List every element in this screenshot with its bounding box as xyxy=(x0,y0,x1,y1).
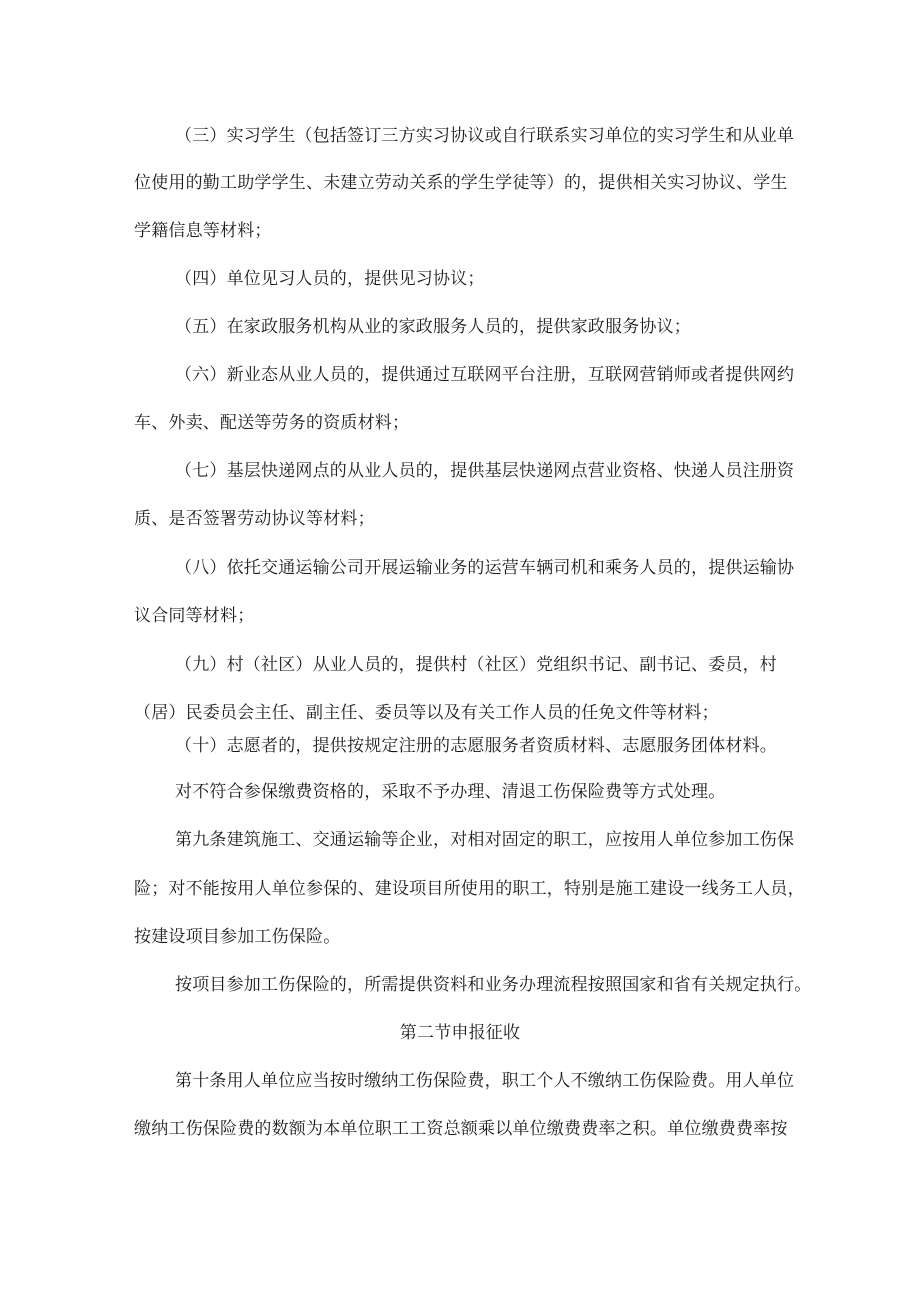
text-line: 质、是否签署劳动协议等材料； xyxy=(134,509,375,529)
text-line: （六）新业态从业人员的，提供通过互联网平台注册，互联网营销师或者提供网约 xyxy=(175,365,795,385)
text-line: （三）实习学生（包括签订三方实习协议或自行联系实习单位的实习学生和从业单 xyxy=(175,126,795,146)
text-line: 第九条建筑施工、交通运输等企业，对相对固定的职工，应按用人单位参加工伤保 xyxy=(175,830,795,850)
text-line: 车、外卖、配送等劳务的资质材料； xyxy=(134,413,410,433)
text-line: 险；对不能按用人单位参保的、建设项目所使用的职工，特别是施工建设一线务工人员， xyxy=(134,879,805,899)
text-line: （五）在家政服务机构从业的家政服务人员的，提供家政服务协议； xyxy=(175,317,691,337)
text-line: 议合同等材料； xyxy=(134,606,255,626)
text-line: （十）志愿者的，提供按规定注册的志愿服务者资质材料、志愿服务团体材料。 xyxy=(175,736,777,756)
text-line: 第十条用人单位应当按时缴纳工伤保险费，职工个人不缴纳工伤保险费。用人单位 xyxy=(175,1071,795,1091)
section-heading: 第二节申报征收 xyxy=(399,1023,521,1043)
text-line: 缴纳工伤保险费的数额为本单位职工工资总额乘以单位缴费费率之积。单位缴费费率按 xyxy=(134,1119,788,1139)
text-line: （九）村（社区）从业人员的，提供村（社区）党组织书记、副书记、委员，村 xyxy=(175,655,777,675)
text-line: 位使用的勤工助学学生、未建立劳动关系的学生学徒等）的，提供相关实习协议、学生 xyxy=(134,173,788,193)
text-line: 学籍信息等材料； xyxy=(134,221,272,241)
text-line: （七）基层快递网点的从业人员的，提供基层快递网点营业资格、快递人员注册资 xyxy=(175,461,795,481)
text-line: （四）单位见习人员的，提供见习协议； xyxy=(175,269,485,289)
text-line: 对不符合参保缴费资格的，采取不予办理、清退工伤保险费等方式处理。 xyxy=(175,782,726,802)
text-line: （居）民委员会主任、副主任、委员等以及有关工作人员的任免文件等材料； xyxy=(134,703,719,723)
text-line: （八）依托交通运输公司开展运输业务的运营车辆司机和乘务人员的，提供运输协 xyxy=(175,558,795,578)
text-line: 按建设项目参加工伤保险。 xyxy=(134,927,341,947)
text-line: 按项目参加工伤保险的，所需提供资料和业务办理流程按照国家和省有关规定执行。 xyxy=(175,975,812,995)
